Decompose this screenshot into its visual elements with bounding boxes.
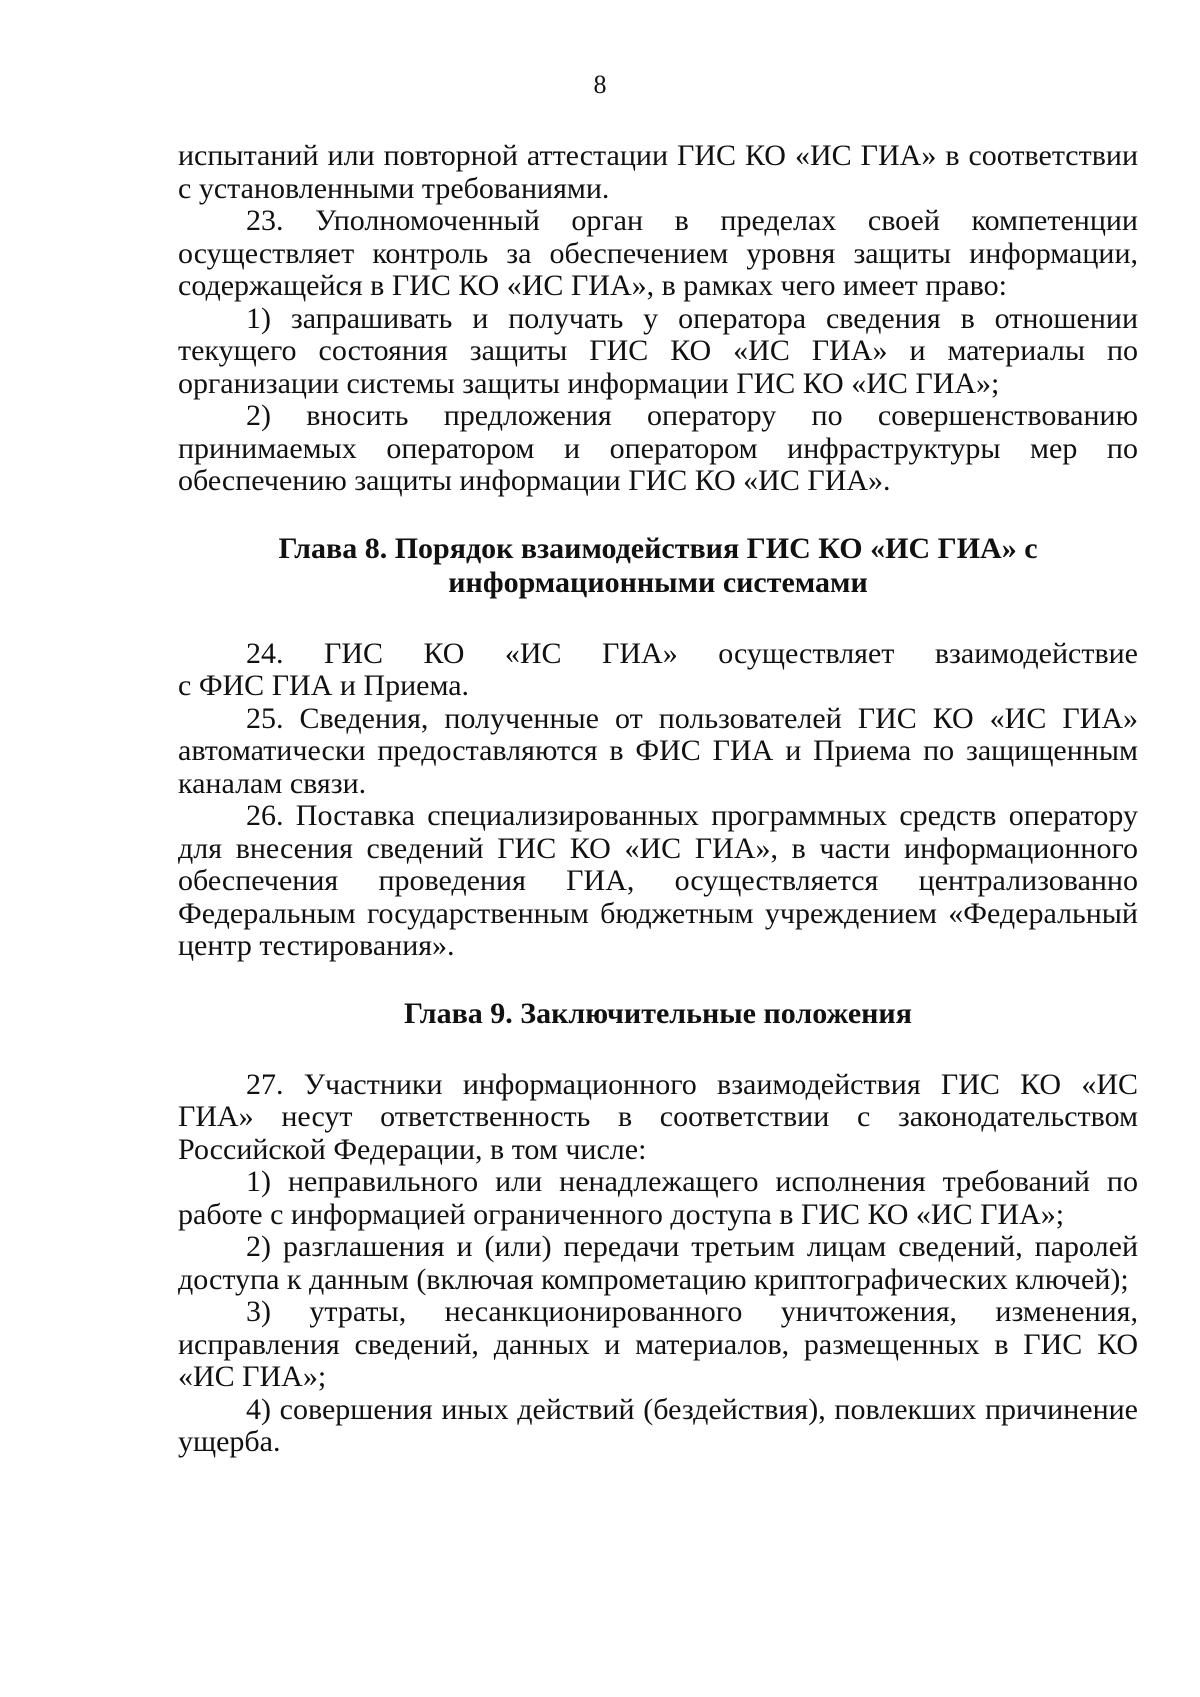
list-item: 2) вносить предложения оператору по совершенствованию принимаемых оператором и оператором инфраструктуры мер по обеспечению защиты информации ГИС КО «ИС ГИА». bbox=[178, 399, 1138, 497]
paragraph-24-line1: 24. ГИС КО «ИС ГИА» осуществляет взаимодействие bbox=[246, 636, 1138, 670]
paragraph-continuation: испытаний или повторной аттестации ГИС КО «ИС ГИА» в соответствии с установленными требованиями. bbox=[178, 139, 1138, 205]
page-number: 8 bbox=[593, 70, 607, 99]
list-item: 1) запрашивать и получать у оператора сведения в отношении текущего состояния защиты ГИС КО «ИС ГИА» и материалы по организации системы защиты информации ГИС КО «ИС ГИА»; bbox=[178, 301, 1138, 400]
chapter-8-title-line2: информационными системами bbox=[448, 565, 868, 599]
list-item: 1) неправильного или ненадлежащего исполнения требований по работе с информацией ограниченного доступа в ГИС КО «ИС ГИА»; bbox=[178, 1165, 1138, 1231]
paragraph-26: 26. Поставка специализированных программных средств оператору для внесения сведений ГИС КО «ИС ГИА», в части информационного обеспечения проведения ГИА, осуществляется централизованно Федеральным государственным бюджетным учреждением «Федеральный центр тестирования». bbox=[178, 799, 1138, 962]
paragraph-25: 25. Сведения, полученные от пользователей ГИС КО «ИС ГИА» автоматически предоставляются в ФИС ГИА и Приема по защищенным каналам связи. bbox=[178, 701, 1138, 800]
list-item: 4) совершения иных действий (бездействия), повлекших причинение ущерба. bbox=[178, 1392, 1138, 1458]
paragraph-27: 27. Участники информационного взаимодействия ГИС КО «ИС ГИА» несут ответственность в соответствии с законодательством Российской Федерации, в том числе: bbox=[178, 1067, 1138, 1166]
chapter-8-title-line1: Глава 8. Порядок взаимодействия ГИС КО «ИС ГИА» с bbox=[278, 531, 1038, 565]
paragraph-23: 23. Уполномоченный орган в пределах своей компетенции осуществляет контроль за обеспечением уровня защиты информации, содержащейся в ГИС КО «ИС ГИА», в рамках чего имеет право: bbox=[178, 204, 1138, 302]
paragraph-24-line2: с ФИС ГИА и Приема. bbox=[178, 669, 470, 702]
document-body bbox=[178, 140, 1138, 1459]
chapter-8-heading bbox=[178, 532, 1138, 600]
list-item: 3) утраты, несанкционированного уничтожения, изменения, исправления сведений, данных и материалов, размещенных в ГИС КО «ИС ГИА»; bbox=[178, 1295, 1138, 1393]
chapter-9-heading: Глава 9. Заключительные положения bbox=[404, 996, 912, 1030]
list-item: 2) разглашения и (или) передачи третьим лицам сведений, паролей доступа к данным (включая компрометацию криптографических ключей); bbox=[178, 1230, 1138, 1296]
